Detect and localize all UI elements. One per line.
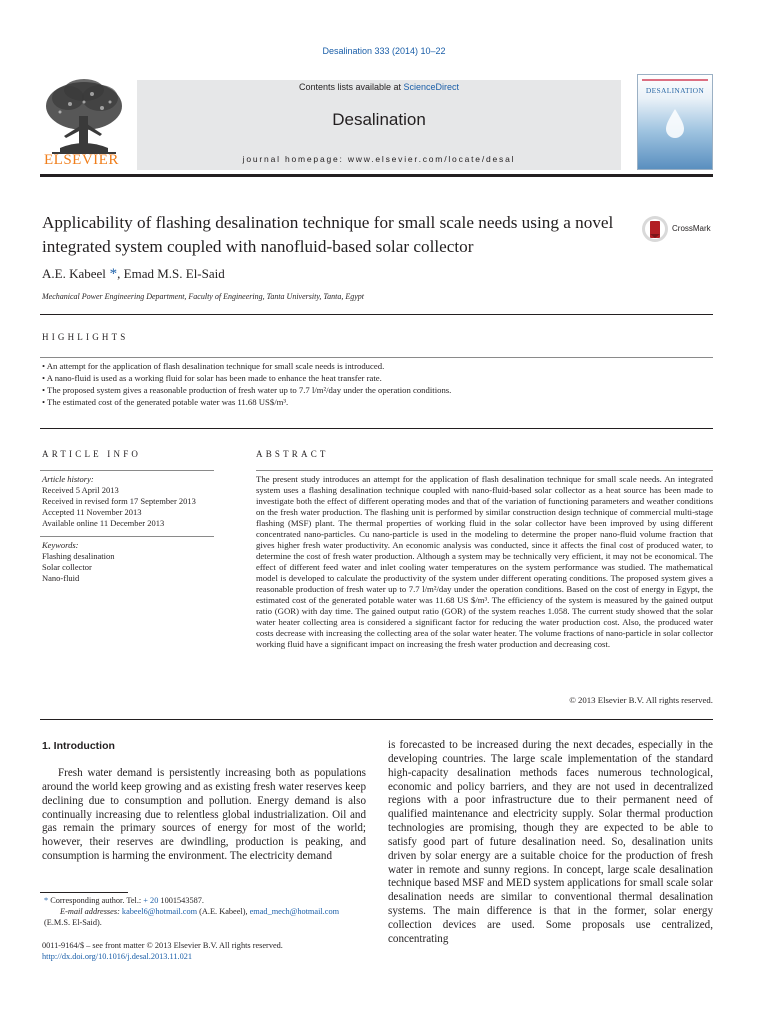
divider: [256, 470, 713, 471]
author-affiliation: Mechanical Power Engineering Department, Faculty of Engineering, Tanta University, Tanta, Egypt: [42, 292, 365, 301]
highlight-item: • An attempt for the application of flash desalination technique for small scale needs is introduced.: [42, 361, 385, 371]
divider: [40, 357, 713, 358]
corresponding-author-footnote: [44, 895, 374, 928]
footnote-phone: 1001543587.: [158, 896, 204, 905]
journal-title: Desalination: [332, 110, 426, 129]
divider: [40, 428, 713, 429]
crossmark-icon: [642, 216, 668, 242]
author-kabeel[interactable]: A.E. Kabeel: [42, 266, 106, 281]
divider: [40, 719, 713, 720]
contents-prefix: Contents lists available at: [298, 82, 404, 92]
crossmark-label: CrossMark: [672, 224, 711, 233]
copyright-notice: © 2013 Elsevier B.V. All rights reserved.: [569, 695, 713, 705]
introduction-right-column: is forecasted to be increased during the next decades, especially in the developing countries. The large scale implementation of the standard high-capacity desalination methods faces numerous technological, economic and policy barriers, and they are not used in decentralized regions with a poor infrastructure due to their permanent need of qualified maintenance and electricity supply. Solar thermal production technologies are promising, though they are expected to be able to satisfy good part of future desalination need. So, desalination units driven by solar energy are a suitable choice for the production of fresh water in remote and sunny regions. In concept, large scale desalination technique based MSF and MED system applications for small scale solar desalination needs are similar to conventional thermal desalination systems. The main difference is that in the former, solar energy collection devices are used. Some proposals use centralized, concentrating: [388, 739, 713, 945]
history-entry: Received 5 April 2013: [42, 485, 119, 495]
article-info-heading: ARTICLE INFO: [42, 449, 142, 459]
doi-link[interactable]: http://dx.doi.org/10.1016/j.desal.2013.11.021: [42, 952, 193, 961]
elsevier-wordmark: ELSEVIER: [44, 152, 119, 168]
journal-citation-link[interactable]: Desalination 333 (2014) 10–22: [322, 46, 446, 56]
abstract-heading: ABSTRACT: [256, 449, 329, 459]
article-title: Applicability of flashing desalination technique for small scale needs using a novel integrated system coupled with nanofluid-based solar collector: [42, 213, 614, 256]
keyword: Flashing desalination: [42, 551, 115, 561]
footnote-rule: [40, 892, 128, 893]
phone-prefix: + 20: [143, 896, 159, 905]
keywords-label: Keywords:: [42, 540, 79, 550]
highlights-heading: HIGHLIGHTS: [42, 332, 129, 342]
history-entry: Accepted 11 November 2013: [42, 507, 142, 517]
divider: [40, 536, 214, 537]
email-label: E-mail addresses:: [60, 907, 120, 916]
sciencedirect-link[interactable]: ScienceDirect: [403, 82, 460, 92]
keyword: Solar collector: [42, 562, 92, 572]
email-el-said-link[interactable]: emad_mech@hotmail.com: [249, 907, 340, 916]
footnote-mark: *: [44, 896, 49, 905]
journal-homepage-link[interactable]: journal homepage: www.elsevier.com/locate/desal: [242, 154, 516, 164]
keyword: Nano-fluid: [42, 573, 80, 583]
history-entry: Received in revised form 17 September 2013: [42, 496, 196, 506]
contents-line: [137, 82, 621, 92]
history-entry: Available online 11 December 2013: [42, 518, 165, 528]
keywords: [42, 540, 216, 584]
email-kabeel-link[interactable]: kabeel6@hotmail.com: [121, 907, 198, 916]
introduction-heading: 1. Introduction: [42, 740, 115, 752]
author-list: [42, 266, 225, 283]
author-separator: ,: [117, 266, 124, 281]
highlights-list: [42, 360, 714, 408]
divider: [40, 470, 214, 471]
divider: [40, 314, 713, 315]
issn-line: 0011-9164/$ – see front matter © 2013 Elsevier B.V. All rights reserved.: [42, 941, 283, 950]
abstract-text: The present study introduces an attempt for the application of flash desalination technique for small scale needs. An integrated system uses a flashing desalination technique coupled with nano-fluid-based solar collector as a heat source has been made to investigate both the effect of different operating modes and that of the variation of functioning parameters and weather conditions on the fresh water production. The flashing unit is performed by similar construction design technique of commercial multi-stage flashing (MSF) plant. The thermal properties of working fluid in the solar collector have been improved by using different concentrated nano-particles. Cu nano-particle is used in the modeling to determine the proper nano-fluid volume fraction that gives higher fresh water productivity. An economic analysis was conducted, since it affects the final cost of produced water, to determine the cost of fresh water production. Although a system may be technically very efficient, it may not be economical. The effect of different feed water and inlet cooling water temperatures on the system performance was studied. The mathematical model is developed to calculate the productivity of the system under different operating conditions. The proposed system gives a reasonable production of fresh water up to 7.7 l/m²/day under the operation conditions. Based on the cost of energy in Egypt, the estimated cost of the generated potable water was 11.68 US $/m³. The efficiency of the system is measured by the gained output ratio (GOR) with day time. The gained output ratio (GOR) of the system reaches 1.058. The current study showed that the solar water heater collecting area is considered a significant factor for reducing the water production cost. Also, the produced water costs decrease with increasing the collecting area of the solar water heater. The volume fractions of nano-particle in solar collector working fluid have a significant impact on increasing the fresh water production and decreasing cost.: [256, 474, 713, 650]
highlight-item: • A nano-fluid is used as a working fluid for solar has been made to enhance the heat transfer rate.: [42, 373, 382, 383]
author-el-said[interactable]: Emad M.S. El-Said: [123, 266, 225, 281]
corresponding-author-mark[interactable]: *: [109, 266, 118, 282]
email-owner: (A.E. Kabeel),: [197, 907, 250, 916]
cover-title: DESALINATION: [645, 86, 705, 95]
article-history: [42, 474, 216, 529]
highlight-item: • The estimated cost of the generated potable water was 11.68 US$/m³.: [42, 397, 289, 407]
history-label: Article history:: [42, 474, 94, 484]
crossmark-badge[interactable]: [641, 215, 721, 245]
footnote-corresponding: Corresponding author. Tel.:: [48, 896, 144, 905]
header-rule: [40, 174, 713, 177]
front-matter: [42, 940, 372, 962]
introduction-left-column: Fresh water demand is persistently increasing both as populations around the world keep growing and as existing fresh water reserves keep declining due to consumption and pollution. Energy demand is also continually increasing due to relentless global industrialization. Oil and gas remain the primary sources of energy for most of the world; however, their reserves are dwindling, production is peaking, and consumption is harming the environment. The electricity demand: [42, 767, 366, 863]
highlight-item: • The proposed system gives a reasonable production of fresh water up to 7.7 l/m²/day under the operation conditions.: [42, 385, 452, 395]
email-owner: (E.M.S. El-Said).: [44, 918, 102, 927]
